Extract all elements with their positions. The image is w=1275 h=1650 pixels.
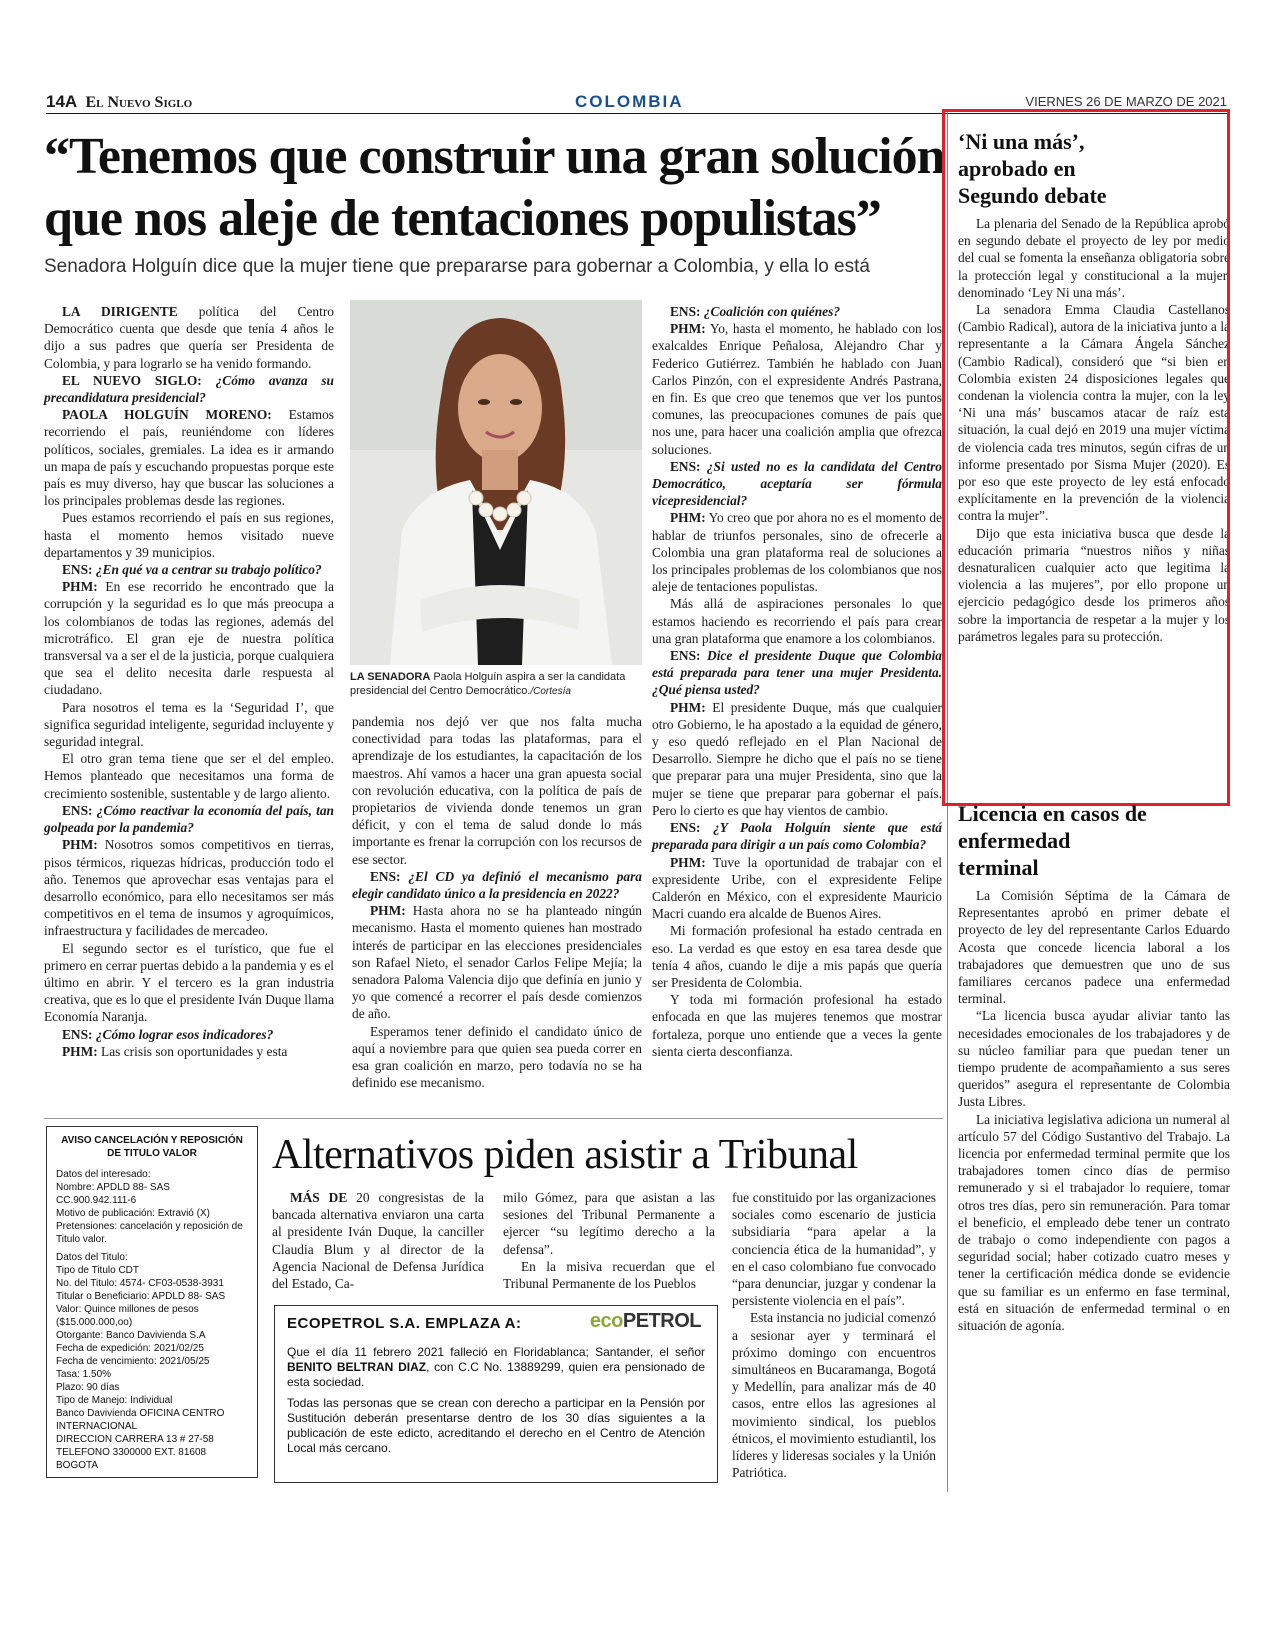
paragraph bbox=[732, 1189, 936, 1309]
speaker-lead: PHM: bbox=[670, 699, 706, 715]
ecopetrol-heading: ECOPETROL S.A. EMPLAZA A: bbox=[287, 1315, 522, 1332]
masthead: El Nuevo Siglo bbox=[85, 94, 193, 111]
caption-text: Paola Holguín aspira a ser la candidata presidencial del Centro Democrático. bbox=[350, 671, 626, 697]
paragraph bbox=[352, 713, 642, 868]
notice-line: Banco Davivienda OFICINA CENTRO INTERNACIONAL bbox=[56, 1408, 225, 1432]
legal-notice-lines-b bbox=[56, 1251, 248, 1472]
speaker-lead: PHM: bbox=[370, 903, 406, 919]
paragraph bbox=[652, 854, 942, 923]
notice-line: DIRECCION CARRERA 13 # 27-58 TELEFONO 3300000 EXT. 81608 bbox=[56, 1434, 214, 1458]
legal-notice-title: AVISO CANCELACIÓN Y REPOSICIÓN DE TITULO VALOR bbox=[61, 1135, 243, 1159]
paragraph bbox=[652, 699, 942, 819]
paragraph bbox=[44, 699, 334, 751]
ecopetrol-notice bbox=[274, 1305, 718, 1483]
question-speaker: ENS: bbox=[62, 1026, 93, 1042]
question-text: ¿Coalición con quiénes? bbox=[700, 304, 841, 319]
notice-line: Otorgante: Banco Davivienda S.A bbox=[56, 1330, 206, 1341]
paragraph-text: Esperamos tener definido el candidato único de aquí a noviembre para que quien sea pueda correr en esa gran coalición en marzo, pero todavía no se ha definido ese mecanismo. bbox=[352, 1023, 642, 1091]
notice-line: Fecha de vencimiento: 2021/05/25 bbox=[56, 1356, 210, 1367]
notice-line: Datos del interesado: bbox=[56, 1169, 151, 1180]
paragraph bbox=[44, 406, 334, 509]
notice-line: Pretensiones: cancelación y reposición de Titulo valor. bbox=[56, 1221, 243, 1245]
sidebar-bottom-body bbox=[958, 887, 1230, 1334]
ecopetrol-logo bbox=[589, 1310, 701, 1332]
question-speaker: EL NUEVO SIGLO: bbox=[62, 372, 202, 388]
logo-part-b: PETROL bbox=[622, 1310, 701, 1332]
highlight-box bbox=[942, 109, 1230, 806]
alternativos-column-3 bbox=[732, 1189, 936, 1481]
paragraph bbox=[652, 458, 942, 510]
paragraph-text: El presidente Duque, más que cualquier otro Gobierno, le ha apostado a la equidad de género, y eso quedó reflejado en el Plan Nacional de Desarrollo. Siempre he dicho que el país no se tiene que preparar para una mujer Presidenta, sino que la mujer se tiene que preparar para gobernar el país. Pero lo cierto es que hay vientos de cambio. bbox=[652, 699, 942, 818]
paragraph bbox=[503, 1258, 715, 1292]
paragraph-text: Nosotros somos competitivos en tierras, pisos térmicos, riquezas hídricas, producción todo el año. Tenemos que aprovechar esas ventajas para el desarrollo económico, para ello necesitamos ser más competitivos en el tema de insumos y agroquímicos, infraestructura y facilidades de mercadeo. bbox=[44, 837, 334, 939]
ecopetrol-text bbox=[287, 1345, 705, 1456]
sidebar-top-title: ‘Ni una más’, aprobado en Segundo debate bbox=[958, 129, 1107, 208]
question-text: ¿Cómo lograr esos indicadores? bbox=[92, 1026, 274, 1042]
speaker-lead: MÁS DE bbox=[290, 1190, 348, 1205]
paragraph bbox=[44, 578, 334, 698]
paragraph-text: Mi formación profesional ha estado centrada en eso. La verdad es que estoy en esa tarea desde que tenía 4 años, cuando le dije a mis papás que quería ser Presidenta de Colombia. bbox=[652, 923, 942, 990]
article-headline: “Tenemos que construir una gran solución que nos aleje de tentaciones populistas” bbox=[44, 128, 945, 247]
paragraph bbox=[652, 595, 942, 647]
paragraph-text: En ese recorrido he encontrado que la corrupción y la seguridad es lo que más preocupa a los colombianos de todas las regiones, además del microtráfico. El gran eje de nuestra política transversal va a ser el de la justicia, porque cualquiera que sea el delito necesita darle respuesta al ciudadano. bbox=[44, 579, 334, 698]
ecopetrol-p2: Todas las personas que se crean con derecho a participar en la Pensión por Sustitución deberán presentarse dentro de los 30 días siguientes a la publicación de este edicto, acreditando el derecho en el Centro de Atención Local más cercano. bbox=[287, 1396, 705, 1455]
notice-line: Nombre: APDLD 88- SAS bbox=[56, 1182, 170, 1193]
alternativos-column-1 bbox=[272, 1189, 484, 1292]
senator-photo bbox=[350, 300, 642, 665]
paragraph-text: política del Centro Democrático cuenta que desde que tenía 4 años le dijo a sus padres que quería ser Presidenta de Colombia, y para lograrlo se ha venido formando. bbox=[44, 304, 334, 371]
sidebar-paragraph: La senadora Emma Claudia Castellanos (Cambio Radical), autora de la iniciativa junto a la representante a la Cámara Ángela Sánchez (Cambio Radical), consideró que “si bien en Colombia existen 24 disposiciones legales que condenan la violencia contra la mujer, con la ley ‘Ni una más’ buscamos atacar de raíz esta situación, la cual dejó en 2019 una mujer víctima de violencia cada tres minutos, según cifras de un informe presentado por Sisma Mujer (2020). Es por eso que este proyecto de ley está enfocado explícitamente en la prevención de la violencia contra la mujer”. bbox=[958, 302, 1230, 524]
ecopetrol-p1-b: , con C.C No. 13889299, quien era pensionado de esta sociedad. bbox=[287, 1360, 706, 1389]
paragraph bbox=[652, 303, 942, 320]
paragraph bbox=[352, 902, 642, 1022]
paragraph bbox=[44, 802, 334, 836]
question-speaker: ENS: bbox=[370, 868, 401, 884]
paragraph bbox=[652, 991, 942, 1060]
speaker-lead: LA DIRIGENTE bbox=[62, 304, 178, 319]
paragraph bbox=[44, 1026, 334, 1043]
sidebar-paragraph: La plenaria del Senado de la República aprobó en segundo debate el proyecto de ley por medio del cual se fomenta la enseñanza obligatoria sobre la protección legal y constitucional a la mujer, denominado ‘Ley Ni una más’. bbox=[958, 216, 1230, 300]
paragraph bbox=[732, 1309, 936, 1481]
question-text: ¿En qué va a centrar su trabajo político? bbox=[92, 562, 322, 578]
question-speaker: ENS: bbox=[670, 820, 701, 836]
issue-date: VIERNES 26 DE MARZO DE 2021 bbox=[1025, 94, 1227, 109]
notice-line: Tasa: 1.50% bbox=[56, 1369, 112, 1380]
paragraph-text: Pues estamos recorriendo el país en sus regiones, hasta el momento hemos visitado nueve departamentos y 39 municipios. bbox=[44, 510, 334, 560]
paragraph-text: Las crisis son oportunidades y esta bbox=[97, 1043, 288, 1059]
question-text: ¿Si usted no es la candidata del Centro Democrático, aceptaría ser fórmula vicepresidencial? bbox=[652, 458, 942, 509]
paragraph-text: Estamos recorriendo el país, reuniéndome con líderes políticos, sociales, gremiales. La idea es ir armando un mapa de país y escuchando propuestas porque este país es muy diverso, hay que buscar las soluciones a los principales problemas desde las regiones. bbox=[44, 407, 334, 509]
paragraph bbox=[652, 922, 942, 991]
speaker-lead: PAOLA HOLGUÍN MORENO: bbox=[62, 407, 272, 423]
question-speaker: ENS: bbox=[62, 562, 93, 578]
question-text: ¿El CD ya definió el mecanismo para elegir candidato único a la presidencia en 2022? bbox=[352, 868, 642, 902]
paragraph bbox=[652, 819, 942, 853]
question-speaker: ENS: bbox=[670, 648, 701, 664]
paragraph bbox=[44, 561, 334, 578]
question-speaker: ENS: bbox=[670, 458, 701, 474]
question-text: ¿Cómo avanza su precandidatura presidencial? bbox=[44, 372, 334, 406]
paragraph-text: Hasta ahora no se ha planteado ningún mecanismo. Hasta el momento quienes han mostrado interés de participar en las elecciones presidenciales son Rafael Nieto, el senador Carlos Felipe Mejía; la senadora Paloma Valencia dijo que definía en junio y yo que comencé a recorrer el país desde comienzos de año. bbox=[352, 903, 642, 1022]
paragraph bbox=[652, 320, 942, 458]
paragraph-text: Más allá de aspiraciones personales lo que estamos haciendo es recorriendo el país para crear una gran plataforma que enamore a los colombianos. bbox=[652, 596, 942, 646]
notice-line: Valor: Quince millones de pesos ($15.000.000,oo) bbox=[56, 1304, 199, 1328]
legal-notice-box bbox=[46, 1126, 258, 1478]
paragraph bbox=[503, 1189, 715, 1258]
caption-lead: LA SENADORA bbox=[350, 671, 431, 683]
article-column-1 bbox=[44, 303, 334, 1060]
paragraph bbox=[44, 303, 334, 372]
paragraph-text: El segundo sector es el turístico, que fue el primero en cerrar puertas debido a la pandemia y es el último en abrir. Y el tercero es la gran industria creativa, que es lo que el presidente Iván Duque llama Economía Naranja. bbox=[44, 940, 335, 1025]
paragraph bbox=[44, 940, 334, 1026]
section-name: COLOMBIA bbox=[575, 92, 684, 111]
paragraph-text: El otro gran tema tiene que ser el del empleo. Hemos planteado que necesitamos una forma de crecimiento sostenible, sustentable y de largo aliento. bbox=[44, 751, 334, 801]
sidebar-paragraph: La Comisión Séptima de la Cámara de Representantes aprobó en primer debate el proyecto de ley del representante Carlos Eduardo Acosta que concede licencia laboral a los trabajadores que demuestren que uno de sus familiares cercanos padece una enfermedad terminal. bbox=[958, 888, 1230, 1007]
notice-line: Tipo de Manejo: Individual bbox=[56, 1395, 173, 1406]
speaker-lead: PHM: bbox=[670, 854, 706, 870]
portrait-illustration bbox=[350, 300, 642, 665]
alternativos-column-2 bbox=[503, 1189, 715, 1292]
paragraph-text: Yo, hasta el momento, he hablado con los exalcaldes Enrique Peñalosa, Alejandro Char y Federico Gutiérrez. También he hablado con Juan Carlos Pinzón, con el expresidente Andrés Pastrana, en fin. Es que creo que tenemos que ver los puntos comunes, las preocupaciones comunes de país que nos une, para hacer una coalición amplia que ofrezca soluciones. bbox=[652, 321, 942, 457]
sidebar-paragraph: La iniciativa legislativa adiciona un numeral al artículo 57 del Código Sustantivo del Trabajo. La licencia por enfermedad terminal permite que los trabajadores tomen cinco días de permiso remunerado y si el trabajador lo requiere, tomar otros tres días, pero sin remuneración. Para tomar el beneficio, el empleado debe tener un contrato de trabajo o como independiente con pagos a seguridad social; haber cotizado cuatro meses y tener la certificación médica donde se evidencie que su familiar es un enfermo en fase terminal, está en situación de enfermedad terminal o en situación de agonía. bbox=[958, 1111, 1230, 1334]
notice-line: Plazo: 90 días bbox=[56, 1382, 120, 1393]
legal-notice-lines-a bbox=[56, 1168, 248, 1246]
alternativos-headline: Alternativos piden asistir a Tribunal bbox=[272, 1132, 858, 1178]
notice-line: Motivo de publicación: Extravió (X) bbox=[56, 1208, 210, 1219]
speaker-lead: PHM: bbox=[670, 510, 706, 526]
paragraph-text: pandemia nos dejó ver que nos falta mucha conectividad para todas las plataformas, para el aprendizaje de los estudiantes, la capacitación de los maestros. Ahí vamos a hacer una gran apuesta social con revolución educativa, con la política de país de propietarios de vivienda donde tenemos un gran déficit, y con el tema de salud donde lo más importante es frenar la corrupción con los recursos de ese sector. bbox=[352, 714, 642, 867]
article-column-3 bbox=[652, 303, 942, 1060]
question-text: Dice el presidente Duque que Colombia está preparada para tener una mujer Presidenta. ¿Qué piensa usted? bbox=[652, 648, 942, 698]
paragraph-text: Yo creo que por ahora no es el momento de hablar de triunfos personales, sino de ofrecerle a Colombia una gran plataforma real de soluciones a los principales problemas de los colombianos que nos aleje de tentaciones populistas. bbox=[652, 510, 942, 595]
paragraph bbox=[44, 372, 334, 406]
paragraph bbox=[272, 1189, 484, 1292]
notice-line: Datos del Titulo: bbox=[56, 1252, 128, 1263]
paragraph-text: fue constituido por las organizaciones sociales como escenario de justicia subsidiaria “para apelar a la conciencia ética de la humanidad”, y en el caso colombiano fue convocado “para denunciar, juzgar y condenar la persistente violencia en el país”. bbox=[732, 1190, 936, 1309]
question-speaker: ENS: bbox=[62, 802, 93, 818]
deceased-name: BENITO BELTRAN DIAZ bbox=[287, 1360, 427, 1374]
question-text: ¿Y Paola Holguín siente que está preparada para dirigir a un país como Colombia? bbox=[652, 820, 942, 853]
sidebar-bottom-title: Licencia en casos de enfermedad terminal bbox=[958, 801, 1147, 880]
speaker-lead: PHM: bbox=[62, 837, 98, 853]
paragraph bbox=[352, 1023, 642, 1092]
article-deck: Senadora Holguín dice que la mujer tiene que prepararse para gobernar a Colombia, y ella lo está bbox=[44, 256, 870, 277]
paragraph bbox=[352, 868, 642, 902]
sidebar-paragraph: Dijo que esta iniciativa busca que desde la educación primaria “nuestros niños y niñas desnaturalicen cualquier acto que legitima la violencia a las mujeres”, por ello propone un ejercicio pedagógico desde los primeros años sobre la importancia de respetar a la mujer y los parámetros legales para su protección. bbox=[958, 525, 1230, 644]
paragraph bbox=[652, 509, 942, 595]
paragraph bbox=[44, 1043, 334, 1060]
sidebar-licencia bbox=[958, 800, 1230, 1334]
photo-caption bbox=[350, 670, 642, 699]
paragraph-text: Para nosotros el tema es la ‘Seguridad I’, que significa seguridad inteligente, seguridad incluyente y seguridad integral. bbox=[44, 699, 334, 750]
speaker-lead: PHM: bbox=[62, 1043, 98, 1059]
paragraph-text: 20 congresistas de la bancada alternativa enviaron una carta al presidente Iván Duque, la canciller Claudia Blum y al director de la Agencia Nacional de Defensa Jurídica del Estado, Ca- bbox=[272, 1190, 484, 1292]
paragraph bbox=[44, 836, 334, 939]
notice-line: No. del Titulo: 4574- CF03-0538-3931 bbox=[56, 1278, 224, 1289]
photo-credit: /Cortesía bbox=[530, 686, 571, 697]
question-text: ¿Cómo reactivar la economía del país, tan golpeada por la pandemia? bbox=[44, 802, 334, 836]
paragraph bbox=[652, 647, 942, 699]
paragraph bbox=[44, 750, 334, 802]
speaker-lead: PHM: bbox=[62, 579, 98, 595]
notice-line: CC.900.942.111-6 bbox=[56, 1195, 137, 1206]
paragraph bbox=[44, 509, 334, 561]
bottom-rule bbox=[44, 1118, 943, 1119]
logo-part-a: eco bbox=[589, 1310, 623, 1332]
paragraph-text: Tuve la oportunidad de trabajar con el expresidente Uribe, con el expresidente Felipe Calderón en México, con el expresidente Mauricio Macri cuando era alcalde de Buenos Aires. bbox=[652, 854, 942, 922]
paragraph-text: Y toda mi formación profesional ha estado enfocada en que las mujeres tenemos que mostrar fortaleza, porque uno entiende que a veces la gente sienta cierta desconfianza. bbox=[652, 992, 942, 1059]
ecopetrol-p1-a: Que el día 11 febrero 2021 falleció en Floridablanca; Santander, el señor bbox=[287, 1345, 705, 1359]
notice-line: Fecha de expedición: 2021/02/25 bbox=[56, 1343, 204, 1354]
paragraph-text: Esta instancia no judicial comenzó a sesionar ayer y terminará el próximo domingo con encuentros simultáneos en Bucaramanga, Bogotá y Medellín, para analizar más de 40 casos, entre ellos las agresiones al movimiento sindical, los pueblos étnicos, el movimiento estudiantil, los líderes y lideresas sociales y la Unión Patriótica. bbox=[732, 1310, 936, 1481]
speaker-lead: PHM: bbox=[670, 321, 706, 337]
paragraph-text: En la misiva recuerdan que el Tribunal Permanente de los Pueblos bbox=[503, 1258, 715, 1292]
article-column-2 bbox=[352, 713, 642, 1091]
page-folio bbox=[46, 92, 192, 112]
question-speaker: ENS: bbox=[670, 304, 701, 319]
page-number: 14A bbox=[46, 92, 78, 111]
paragraph-text: milo Gómez, para que asistan a las sesiones del Tribunal Permanente a ejercer “su legítimo derecho a la defensa”. bbox=[503, 1190, 715, 1257]
notice-line: Titular o Beneficiario: APDLD 88- SAS bbox=[56, 1291, 226, 1302]
notice-line: Tipo de Titulo CDT bbox=[56, 1265, 139, 1276]
sidebar-paragraph: “La licencia busca ayudar aliviar tanto las necesidades emocionales de los trabajadores y de su núcleo familiar para que puedan tener un tiempo prudente de acompañamiento a sus seres queridos” asegura el representante de Colombia Justa Libres. bbox=[958, 1008, 1230, 1110]
notice-line: BOGOTA bbox=[56, 1460, 99, 1471]
